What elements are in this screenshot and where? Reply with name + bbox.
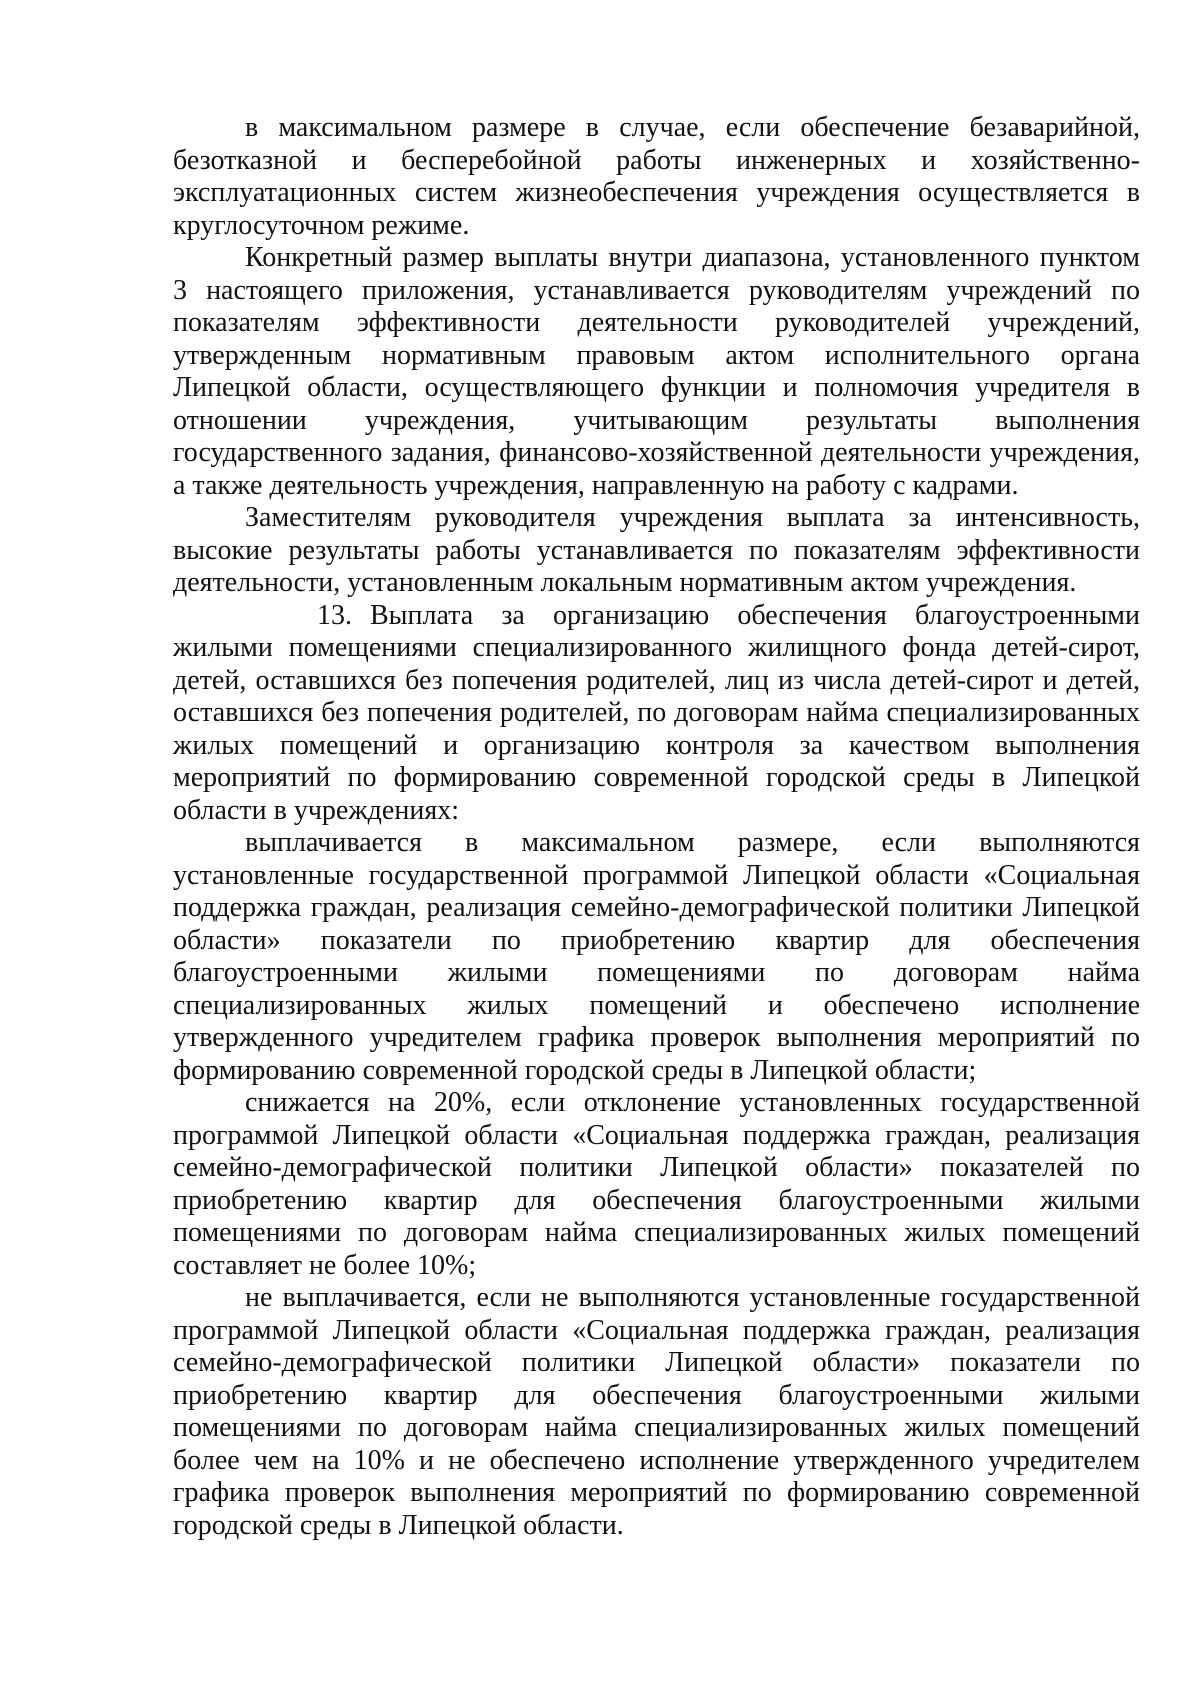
paragraph-3 bbox=[173, 502, 1140, 600]
paragraph-text: не выплачивается, если не выполняются установленные государственной программой Липецкой области «Социальная поддержка граждан, реализация семейно-демографической политики Липецкой области» показатели по приобретению квартир для обеспечения благоустроенными жилыми помещениями по договорам найма специализированных жилых помещений более чем на 10% и не обеспечено исполнение утвержденного учредителем графика проверок выполнения мероприятий по формированию современной городской среды в Липецкой области. bbox=[173, 1282, 1140, 1541]
paragraph-6 bbox=[173, 1087, 1140, 1282]
paragraph-text: выплачивается в максимальном размере, если выполняются установленные государственной программой Липецкой области «Социальная поддержка граждан, реализация семейно-демографической политики Липецкой области» показатели по приобретению квартир для обеспечения благоустроенными жилыми помещениями по договорам найма специализированных жилых помещений и обеспечено исполнение утвержденного учредителем графика проверок выполнения мероприятий по формированию современной городской среды в Липецкой области; bbox=[173, 827, 1140, 1086]
paragraph-text: Конкретный размер выплаты внутри диапазона, установленного пунктом 3 настоящего приложения, устанавливается руководителям учреждений по показателям эффективности деятельности руководителей учреждений, утвержденным нормативным правовым актом исполнительного органа Липецкой области, осуществляющего функции и полномочия учредителя в отношении учреждения, учитывающим результаты выполнения государственного задания, финансово-хозяйственной деятельности учреждения, а также деятельность учреждения, направленную на работу с кадрами. bbox=[173, 242, 1140, 501]
paragraph-text: в максимальном размере в случае, если обеспечение безаварийной, безотказной и бесперебойной работы инженерных и хозяйственно-эксплуатационных систем жизнеобеспечения учреждения осуществляется в круглосуточном режиме. bbox=[173, 112, 1140, 241]
item-number: 13. bbox=[317, 599, 352, 631]
paragraph-2 bbox=[173, 242, 1140, 502]
paragraph-7 bbox=[173, 1282, 1140, 1542]
paragraph-text: Выплата за организацию обеспечения благоустроенными жилыми помещениями специализированного жилищного фонда детей-сирот, детей, оставшихся без попечения родителей, лиц из числа детей-сирот и детей, оставшихся без попечения родителей, по договорам найма специализированных жилых помещений и организацию контроля за качеством выполнения мероприятий по формированию современной городской среды в Липецкой области в учреждениях: bbox=[173, 599, 1140, 826]
document-body bbox=[173, 112, 1140, 1542]
paragraph-4-item-13 bbox=[173, 600, 1140, 828]
paragraph-1 bbox=[173, 112, 1140, 242]
paragraph-5 bbox=[173, 827, 1140, 1087]
paragraph-text: Заместителям руководителя учреждения выплата за интенсивность, высокие результаты работы устанавливается по показателям эффективности деятельности, установленным локальным нормативным актом учреждения. bbox=[173, 502, 1140, 598]
paragraph-text: снижается на 20%, если отклонение установленных государственной программой Липецкой области «Социальная поддержка граждан, реализация семейно-демографической политики Липецкой области» показателей по приобретению квартир для обеспечения благоустроенными жилыми помещениями по договорам найма специализированных жилых помещений составляет не более 10%; bbox=[173, 1087, 1140, 1281]
